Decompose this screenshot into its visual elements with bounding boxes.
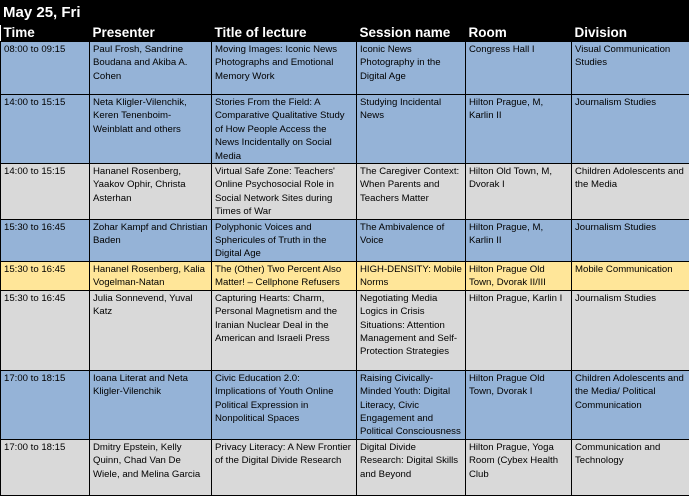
presenter-cell[interactable]: Julia Sonnevend, Yuval Katz [90,290,212,370]
table-row[interactable] [1,164,689,220]
session-name-cell[interactable]: The Caregiver Context: When Parents and Teachers Matter [357,164,466,220]
schedule-table [0,25,689,496]
table-row[interactable] [1,290,689,370]
table-row[interactable] [1,439,689,495]
time-cell[interactable]: 08:00 to 09:15 [1,42,90,95]
time-cell[interactable]: 14:00 to 15:15 [1,95,90,164]
lecture-title-cell[interactable]: Moving Images: Iconic News Photographs and Emotional Memory Work [212,42,357,95]
room-cell[interactable]: Congress Hall I [466,42,572,95]
header-row [1,25,689,42]
column-header-title[interactable]: Title of lecture [212,25,357,42]
presenter-cell[interactable]: Neta Kligler-Vilenchik, Keren Tenenboim-Weinblatt and others [90,95,212,164]
division-cell[interactable]: Journalism Studies [572,219,689,261]
time-cell[interactable]: 15:30 to 16:45 [1,219,90,261]
column-header-session[interactable]: Session name [357,25,466,42]
column-header-division[interactable]: Division [572,25,689,42]
lecture-title-cell[interactable]: Civic Education 2.0: Implications of Youth Online Political Expression in Nonpolitical Spaces [212,370,357,439]
lecture-title-cell[interactable]: The (Other) Two Percent Also Matter! – Cellphone Refusers [212,261,357,290]
time-cell[interactable]: 15:30 to 16:45 [1,261,90,290]
table-row[interactable] [1,42,689,95]
time-cell[interactable]: 14:00 to 15:15 [1,164,90,220]
table-row[interactable] [1,261,689,290]
lecture-title-cell[interactable]: Capturing Hearts: Charm, Personal Magnetism and the Iranian Nuclear Deal in the American and Israeli Press [212,290,357,370]
room-cell[interactable]: Hilton Prague Old Town, Dvorak II/III [466,261,572,290]
time-cell[interactable]: 15:30 to 16:45 [1,290,90,370]
division-cell[interactable]: Communication and Technology [572,439,689,495]
room-cell[interactable]: Hilton Prague Old Town, Dvorak I [466,370,572,439]
column-header-presenter[interactable]: Presenter [90,25,212,42]
time-cell[interactable]: 17:00 to 18:15 [1,439,90,495]
room-cell[interactable]: Hilton Prague, M, Karlin II [466,95,572,164]
session-name-cell[interactable]: The Ambivalence of Voice [357,219,466,261]
lecture-title-cell[interactable]: Polyphonic Voices and Sphericules of Truth in the Digital Age [212,219,357,261]
session-name-cell[interactable]: Iconic News Photography in the Digital Age [357,42,466,95]
division-cell[interactable]: Children Adolescents and the Media [572,164,689,220]
column-header-time[interactable]: Time [1,25,90,42]
room-cell[interactable]: Hilton Prague, M, Karlin II [466,219,572,261]
division-cell[interactable]: Children Adolescents and the Media/ Political Communication [572,370,689,439]
presenter-cell[interactable]: Dmitry Epstein, Kelly Quinn, Chad Van De Wiele, and Melina Garcia [90,439,212,495]
session-name-cell[interactable]: Digital Divide Research: Digital Skills and Beyond [357,439,466,495]
session-name-cell[interactable]: Negotiating Media Logics in Crisis Situations: Attention Management and Self-Protection Strategies [357,290,466,370]
time-cell[interactable]: 17:00 to 18:15 [1,370,90,439]
page-title: May 25, Fri [0,0,689,25]
division-cell[interactable]: Visual Communication Studies [572,42,689,95]
session-name-cell[interactable]: Studying Incidental News [357,95,466,164]
room-cell[interactable]: Hilton Prague, Yoga Room (Cybex Health Club [466,439,572,495]
column-header-room[interactable]: Room [466,25,572,42]
presenter-cell[interactable]: Hananel Rosenberg, Kalia Vogelman-Natan [90,261,212,290]
session-name-cell[interactable]: HIGH-DENSITY: Mobile Norms [357,261,466,290]
room-cell[interactable]: Hilton Old Town, M, Dvorak I [466,164,572,220]
division-cell[interactable]: Mobile Communication [572,261,689,290]
lecture-title-cell[interactable]: Privacy Literacy: A New Frontier of the Digital Divide Research [212,439,357,495]
table-row[interactable] [1,219,689,261]
table-row[interactable] [1,95,689,164]
lecture-title-cell[interactable]: Stories From the Field: A Comparative Qualitative Study of How People Access the News Incidentally on Social Media [212,95,357,164]
session-name-cell[interactable]: Raising Civically-Minded Youth: Digital Literacy, Civic Engagement and Political Consciousness [357,370,466,439]
division-cell[interactable]: Journalism Studies [572,95,689,164]
table-row[interactable] [1,370,689,439]
presenter-cell[interactable]: Zohar Kampf and Christian Baden [90,219,212,261]
presenter-cell[interactable]: Ioana Literat and Neta Kligler-Vilenchik [90,370,212,439]
room-cell[interactable]: Hilton Prague, Karlin I [466,290,572,370]
presenter-cell[interactable]: Paul Frosh, Sandrine Boudana and Akiba A. Cohen [90,42,212,95]
division-cell[interactable]: Journalism Studies [572,290,689,370]
lecture-title-cell[interactable]: Virtual Safe Zone: Teachers' Online Psychosocial Role in Social Network Sites during Times of War [212,164,357,220]
presenter-cell[interactable]: Hananel Rosenberg, Yaakov Ophir, Christa Asterhan [90,164,212,220]
